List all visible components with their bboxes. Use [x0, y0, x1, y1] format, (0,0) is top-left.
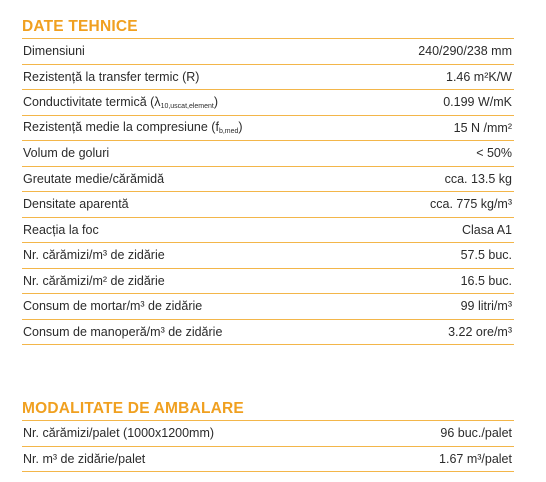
table-row — [22, 39, 514, 65]
table-row — [22, 447, 514, 473]
row-label: Consum de manoperă/m³ de zidărie — [23, 324, 223, 339]
table-row — [22, 320, 514, 346]
row-label-end: ) — [213, 94, 219, 109]
packing-section — [22, 398, 514, 472]
table-row — [22, 116, 514, 142]
row-label-subscript: b,med — [218, 128, 239, 136]
table-row — [22, 90, 514, 116]
technical-data-title: DATE TEHNICE — [22, 16, 514, 39]
row-label: Nr. cărămizi/m³ de zidărie — [23, 248, 165, 263]
row-value: 3.22 ore/m³ — [448, 324, 512, 339]
row-label — [22, 120, 243, 135]
row-label: Greutate medie/cărămidă — [23, 171, 165, 186]
row-value: < 50% — [476, 146, 512, 161]
table-row — [22, 167, 514, 193]
row-label-end: ) — [238, 120, 243, 135]
row-value: 240/290/238 mm — [418, 44, 512, 59]
row-label: Dimensiuni — [23, 44, 85, 59]
row-label-main: Rezistență medie la compresiune (f — [23, 120, 219, 135]
row-value: cca. 775 kg/m³ — [430, 197, 512, 212]
row-label: Nr. cărămizi/palet (1000x1200mm) — [23, 426, 215, 441]
row-value: cca. 13.5 kg — [444, 171, 512, 186]
row-label: Reacția la foc — [23, 222, 99, 237]
row-value: 1.67 m³/palet — [439, 451, 512, 466]
table-row — [22, 65, 514, 91]
row-value: Clasa A1 — [461, 222, 512, 237]
row-value: 15 N /mm² — [453, 120, 512, 135]
row-value: 96 buc./palet — [440, 426, 512, 441]
table-row — [22, 218, 514, 244]
row-label — [22, 95, 218, 110]
technical-data-section — [22, 16, 514, 345]
row-value: 0.199 W/mK — [443, 95, 512, 110]
row-label: Consum de mortar/m³ de zidărie — [23, 299, 203, 314]
row-label: Volum de goluri — [23, 146, 110, 161]
row-label: Densitate aparentă — [23, 197, 129, 212]
table-row — [22, 243, 514, 269]
row-value: 1.46 m²K/W — [446, 69, 512, 84]
row-label-main: Conductivitate termică (λ — [23, 94, 161, 109]
table-row — [22, 269, 514, 295]
row-label: Rezistență la transfer termic (R) — [23, 69, 200, 84]
packing-title: MODALITATE DE AMBALARE — [22, 398, 514, 421]
table-row — [22, 141, 514, 167]
table-row — [22, 192, 514, 218]
row-label-subscript: 10,uscat,element — [160, 102, 214, 110]
table-row — [22, 294, 514, 320]
row-label: Nr. m³ de zidărie/palet — [23, 451, 146, 466]
row-value: 16.5 buc. — [460, 273, 512, 288]
row-value: 57.5 buc. — [460, 248, 512, 263]
row-label: Nr. cărămizi/m² de zidărie — [23, 273, 165, 288]
row-value: 99 litri/m³ — [460, 299, 512, 314]
table-row — [22, 421, 514, 447]
